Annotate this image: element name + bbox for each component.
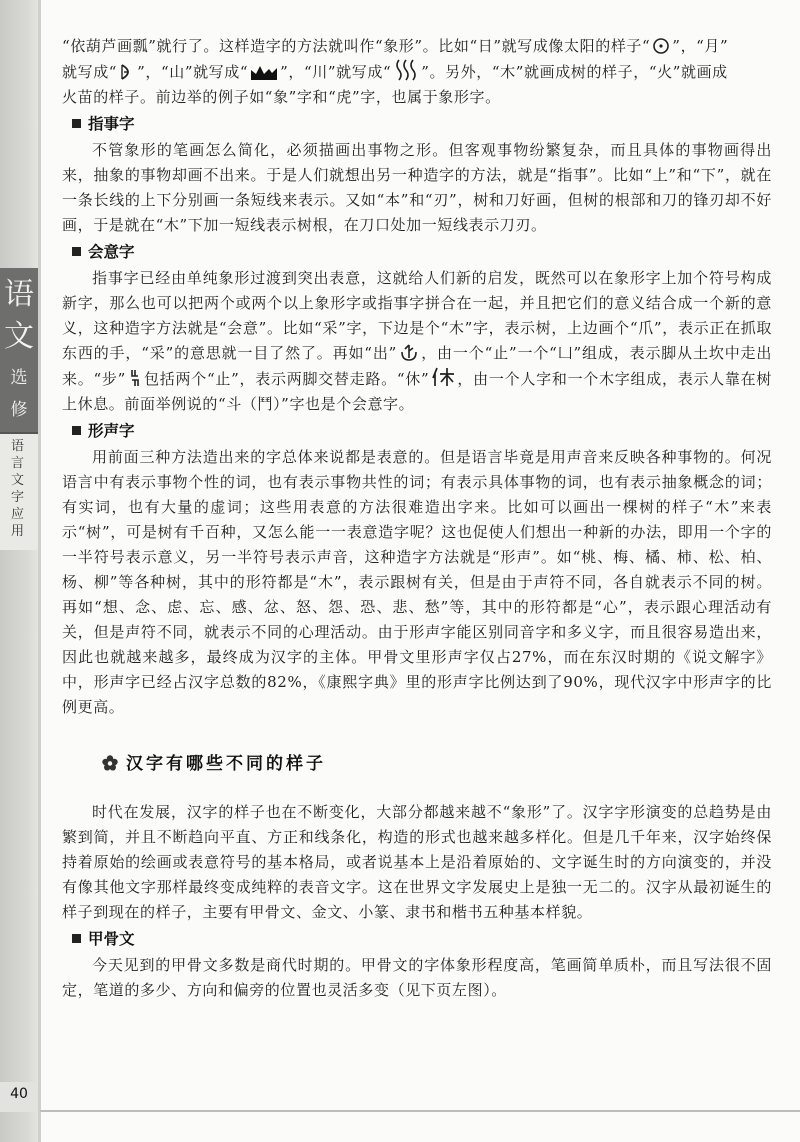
- xiu-glyph-icon: [431, 366, 455, 388]
- square-bullet-icon: [72, 934, 81, 943]
- bu-glyph-icon: [128, 368, 142, 388]
- intro-text-2: ”，“月”: [672, 37, 729, 55]
- chu-glyph-icon: [399, 342, 419, 362]
- heading-jiaguwen: [72, 927, 772, 952]
- intro-text-1: “依葫芦画瓢”就行了。这样造字的方法就叫作“象形”。比如“日”就写成像太阳的样子“: [62, 37, 651, 55]
- jiaguwen-paragraph: 今天见到的甲骨文多数是商代时期的。甲骨文的字体象形程度高，笔画简单质朴，而且写法很不固定，笔道的多少、方向和偏旁的位置也灵活多变（见下页左图）。: [62, 956, 772, 999]
- flower-bullet-icon: [102, 755, 118, 771]
- huiyi-text-2: ，由一个“止”一个“凵”组成，表示脚从土坎中走出来。“步”: [62, 344, 772, 388]
- intro-text-5: ”，“川”就写成“: [280, 63, 392, 81]
- binding-shadow: [38, 0, 41, 1142]
- huiyi-paragraph: [62, 266, 772, 417]
- mountain-glyph-icon: [250, 63, 278, 81]
- sidebar-char-xuan: 选: [10, 368, 28, 388]
- heading-xingsheng: [72, 419, 772, 444]
- main-content: [62, 34, 772, 1005]
- sidebar-char-xiu: 修: [10, 400, 28, 420]
- intro-text-6: ”。另外，“木”就画成树的样子，“火”就画成: [421, 63, 728, 81]
- zhishi-paragraph: 不管象形的笔画怎么简化，必须描画出事物之形。但客观事物纷繁复杂，而且具体的事物画得出来，抽象的事物却画不出来。于是人们就想出另一种造字的方法，就是“指事”。比如“上”和“下”，就在一条长线的上下分别画一条短线来表示。又如“本”和“刃”，树和刀好画，但树的根部和刀的锋刃却不好画，于是就在“木”下加一短线表示树根，在刀口处加一短线表示刀刃。: [62, 141, 772, 234]
- section-title: [102, 750, 772, 778]
- xingsheng-paragraph: 用前面三种方法造出来的字总体来说都是表意的。但是语言毕竟是用声音来反映各种事物的。何况语言中有表示事物个性的词，也有表示事物共性的词；有表示具体事物的词，也有表示抽象概念的词；有实词，也有大量的虚词；这些用表意的方法很难造出字来。比如可以画出一棵树的样子“木”来表示“树”，可是树有千百种，又怎么能一一表意造字呢？这也促使人们想出一种新的办法，即用一个字的一半符号表示意义，另一半符号表示声音，这种造字方法就是“形声”。如“桃、梅、橘、柿、松、柏、杨、柳”等各种树，其中的形符都是“木”，表示跟树有关，但是由于声符不同，各自就表示不同的树。再如“想、念、虑、忘、感、忿、怒、怨、恐、悲、愁”等，其中的形符都是“心”，表示跟心理活动有关，但是声符不同，就表示不同的心理活动。由于形声字能区别同音字和多义字，而且很容易造出来，因此也就越来越多，最终成为汉字的主体。甲骨文里形声字仅占27%，而在东汉时期的《说文解字》中，形声字已经占汉字总数的82%，《康熙字典》里的形声字比例达到了90%，现代汉字中形声字的比例更高。: [62, 448, 772, 716]
- huiyi-text-4: ，由一个人字和一个木字组成，表示人靠在树上休息。前面举例说的“斗（鬥）”字也是个会意字。: [62, 370, 772, 413]
- section-title-label: 汉字有哪些不同的样子: [126, 754, 326, 774]
- intro-paragraph: [62, 34, 772, 110]
- heading-xingsheng-label: 形声字: [88, 422, 135, 440]
- heading-huiyi: [72, 240, 772, 265]
- river-glyph-icon: [393, 59, 419, 81]
- intro-text-7: 火苗的样子。前边举的例子如“象”字和“虎”字，也属于象形字。: [62, 88, 501, 106]
- sidebar-char-yu: 语: [4, 277, 34, 312]
- huiyi-text-1: 指事字已经由单纯象形过渡到突出表意，这就给人们新的启发，既然可以在象形字上加个符号构成新字，那么也可以把两个或两个以上象形字或指事字拼合在一起，并且把它们的意义结合成一个新的意义，这种造字方法就是“会意”。比如“采”字，下边是个“木”字，表示树，上边画个“爪”，表示正在抓取东西的手，“采”的意思就一目了然了。再如“出”: [62, 269, 772, 362]
- heading-zhishi: [72, 112, 772, 137]
- heading-huiyi-label: 会意字: [88, 243, 135, 261]
- left-margin-band: [0, 0, 40, 1142]
- heading-zhishi-label: 指事字: [88, 115, 135, 133]
- square-bullet-icon: [72, 247, 81, 256]
- bottom-rule: [40, 1110, 800, 1112]
- square-bullet-icon: [72, 426, 81, 435]
- huiyi-text-3: 包括两个“止”，表示两脚交替走路。“休”: [143, 370, 430, 388]
- moon-glyph-icon: [119, 63, 135, 81]
- sun-glyph-icon: [652, 37, 670, 55]
- page-number: 40: [10, 1086, 28, 1102]
- square-bullet-icon: [72, 119, 81, 128]
- intro-text-4: ”，“山”就写成“: [137, 63, 249, 81]
- section-paragraph: 时代在发展，汉字的样子也在不断变化，大部分都越来越不“象形”了。汉字字形演变的总趋势是由繁到简，并且不断趋向平直、方正和线条化，构造的形式也越来越多样化。但是几千年来，汉字始终保持着原始的绘画或表意符号的基本格局，或者说基本上是沿着原始的、文字诞生时的方向演变的，并没有像其他文字那样最终变成纯粹的表音文字。这在世界文字发展史上是独一无二的。汉字从最初诞生的样子到现在的样子，主要有甲骨文、金文、小篆、隶书和楷书五种基本样貌。: [62, 803, 772, 921]
- intro-text-3: 就写成“: [62, 63, 118, 81]
- heading-jiaguwen-label: 甲骨文: [88, 930, 135, 948]
- sidebar-char-wen: 文: [4, 319, 34, 354]
- sidebar-subtitle-box: [0, 432, 38, 550]
- sidebar-subtitle: 语言文字应用: [11, 439, 25, 539]
